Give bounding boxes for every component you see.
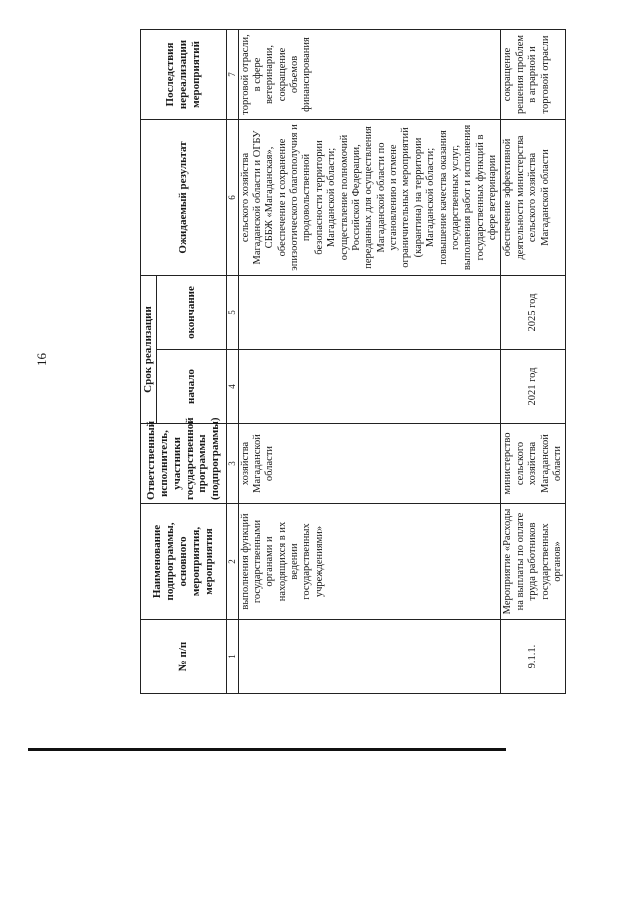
header-num: № п/п: [141, 620, 227, 694]
header-start: начало: [157, 350, 227, 424]
column-number: 1: [227, 620, 239, 694]
table-row: [501, 29, 566, 693]
cell-start: [238, 350, 501, 424]
cell-consequences: торговой отрасли, в сфере ветеринарии, сокращение объемов финансирования: [238, 29, 501, 119]
cell-num: 9.1.1.: [501, 620, 566, 694]
cell-name: Мероприятие «Расходы на выплаты по оплате труда работников государственных органов»: [501, 504, 566, 620]
cell-end: 2025 год: [501, 275, 566, 349]
cell-consequences: сокращение решения проблем в аграрной и торговой отрасли: [501, 29, 566, 119]
page-number: 16: [34, 353, 49, 366]
cell-executor: хозяйства Магаданской области: [238, 424, 501, 504]
header-result: Ожидаемый результат: [141, 119, 227, 275]
column-number: 7: [227, 29, 239, 119]
column-number: 4: [227, 350, 239, 424]
cell-executor: министерство сельского хозяйства Магаданской области: [501, 424, 566, 504]
events-table: [140, 29, 566, 694]
cell-name: выполнения функций государственными органами и находящихся в их ведении государственных учреждениями»: [238, 504, 501, 620]
header-name: Наименование подпрограммы, основного мероприятия, мероприятия: [141, 504, 227, 620]
column-number: 5: [227, 275, 239, 349]
table-row: [238, 29, 501, 693]
cell-result: сельского хозяйства Магаданской области и ОГБУ СББЖ «Магаданская», обеспечение и сохранение эпизоотического благополучия и продовольственной безопасности территории Магаданской области; осуществление полномочий Российской Федерации, переданных для осуществления Магаданской области по установлению и отмене ограничительных мероприятий (карантина) на территории Магаданской области; повышение качества оказания государственных услуг, выполнения работ и исполнения государственных функций в сфере ветеринарии: [238, 119, 501, 275]
header-executor: Ответственный исполнитель, участники государственной программы (подпрограммы): [141, 424, 227, 504]
cell-start: 2021 год: [501, 350, 566, 424]
cell-num: [238, 620, 501, 694]
cell-result: обеспечение эффективной деятельности министерства сельского хозяйства Магаданской области: [501, 119, 566, 275]
horizontal-rule: [28, 748, 506, 751]
header-period: Срок реализации: [141, 275, 157, 423]
header-end: окончание: [157, 275, 227, 349]
header-consequences: Последствия нереализации мероприятий: [141, 29, 227, 119]
column-number: 3: [227, 424, 239, 504]
column-numbers-row: [227, 29, 239, 693]
column-number: 6: [227, 119, 239, 275]
rotated-table-wrapper: [140, 30, 563, 694]
column-number: 2: [227, 504, 239, 620]
cell-end: [238, 275, 501, 349]
header-row: [141, 29, 157, 693]
